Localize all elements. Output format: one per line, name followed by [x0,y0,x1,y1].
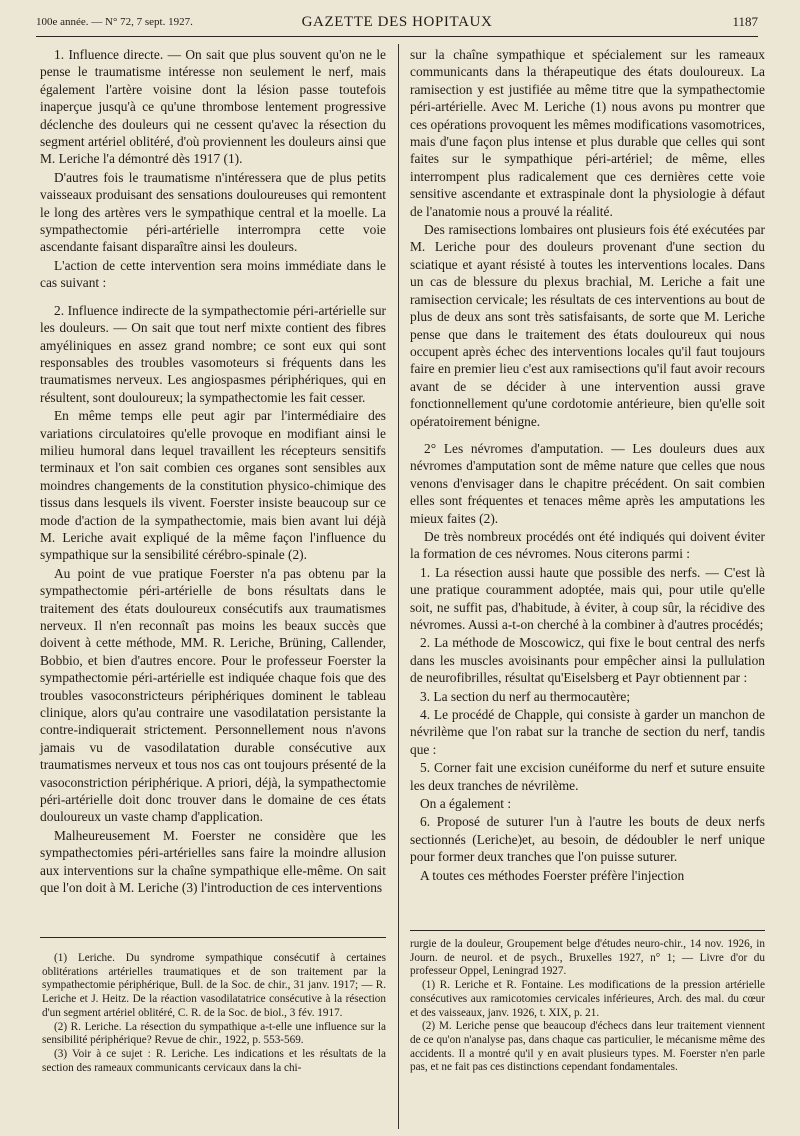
section-heading-paragraph: 2° Les névromes d'amputation. — Les douleurs dues aux névromes d'amputation sont de même nature que celles que nous venons d'envisager dans le chapitre précédent. On sait combien elles sont fréquentes et tenaces même après les amputations les mieux faites (2). [410,440,765,526]
paragraph: 2. Influence indirecte de la sympathectomie péri-artérielle sur les douleurs. — On sait que tout nerf mixte contient des fibres amyéliniques en assez grand nombre; ce sont eux qui sont responsables des troubles vasomoteurs si fréquents dans les traumatismes nerveux. Les angiospasmes périphériques, qui en résultent, sont douloureux; la sympathectomie les fait cesser. [40,302,386,405]
right-column [410,46,765,884]
list-item: 6. Proposé de suturer l'un à l'autre les bouts de deux nerfs sectionnés (Leriche)et, au besoin, de dédoubler le nerf unique pour former deux tranches que l'on puisse suturer. [410,814,765,865]
paragraph: Au point de vue pratique Foerster n'a pas obtenu par la sympathectomie péri-artérielle de bons résultats dans le traitement des états douloureux consécutifs aux traumatismes nerveux. Il n'en reconnaît pas moins les beaux succès que doivent à cette méthode, MM. R. Leriche, Brüning, Callender, Bobbio, et bien d'autres encore. Pour le professeur Foerster la sympathectomie péri-artérielle est indiquée chaque fois que des troubles vasoconstricteurs périphériques dominent le tableau clinique, alors qu'au contraire une vasodilatation persistante la contre-indiquerait strictement. Personnellement nous n'avons jamais vu de vasodilatation durable consécutive aux traumatismes nerveux et tous nos cas ont toujours présenté de la vasoconstriction périphérique. A priori, déjà, la sympathectomie péri-artérielle doit donc trouver dans le domaine de ces états douloureux un vaste champ d'application. [40,565,386,825]
footnote: (1) Leriche. Du syndrome sympathique consécutif à certaines oblitérations artérielles traumatiques et de son traitement par la sympathectomie périphérique, Bull. de la Soc. de chir., 31 janv. 1917; — R. Leriche et J. Heitz. De la réaction vasodilatatrice consécutive à la résection d'un segment artériel oblitéré, C. R. de la Soc. de biol., 3 fév. 1917. [42,952,386,1019]
list-item: 4. Le procédé de Chapple, qui consiste à garder un manchon de névrilème que l'on rabat sur la tranche de section du nerf, tandis que : [410,707,765,757]
list-item: 5. Corner fait une excision cunéiforme du nerf et suture ensuite les deux tranches de névrilème. [410,760,765,793]
paragraph: sur la chaîne sympathique et spécialement sur les rameaux communicants dans la thérapeutique des états douloureux. La ramisection y est justifiée au même titre que la sympathectomie péri-artérielle. Avec M. Leriche (1) nous avons pu montrer que ces opérations provoquent les mêmes modifications vasomotrices, mais d'une façon plus intense et plus durable que celles qui sont faites sur le sympathique péri-artériel; de même, elles interrompent plus radicalement que ces dernières cette voie sensitive ascendante et extraspinale dont la physiologie à défaut de l'anatomie nous a prouvé la réalité. [410,47,765,219]
footnote: (3) Voir à ce sujet : R. Leriche. Les indications et les résultats de la section des rameaux communicants cervicaux dans la chi- [42,1047,386,1074]
footnote-rule [40,937,386,938]
right-footnotes [410,938,765,1075]
footnote: (2) M. Leriche pense que beaucoup d'échecs dans leur traitement viennent de ce qu'on n'analyse pas, dans chaque cas particulier, le mécanisme même des accidents. Il a montré qu'il y en avait plusieurs types. M. Foerster n'en parle pas, et ne fait pas ces distinctions cependant fondamentales. [410,1020,765,1074]
footnote: rurgie de la douleur, Groupement belge d'études neuro-chir., 14 nov. 1926, in Journ. de neurol. et de psych., Bruxelles 1927, n° 1; — Livre d'or du professeur Oppel, Leningrad 1927. [410,938,765,978]
paragraph: Malheureusement M. Foerster ne considère que les sympathectomies péri-artérielles sans faire la moindre allusion aux interventions sur la chaîne sympathique elle-même. On sait que l'on doit à M. Leriche (3) l'introduction de ces interventions [40,827,386,896]
page-number: 1187 [732,14,758,29]
paragraph: A toutes ces méthodes Foerster préfère l'injection [420,867,685,883]
paragraph: D'autres fois le traumatisme n'intéressera que de plus petits vaisseaux produisant des sensations douloureuses qui remontent le long des artères vers le sympathique central et la moelle. La sympathectomie péri-artérielle interrompra cette voie ascendante faisant disparaître ainsi les douleurs. [40,169,386,255]
header-rule [36,36,758,37]
paragraph: On a également : [420,796,512,812]
footnote-rule [410,930,765,931]
page-header [36,8,758,38]
issue-info: 100e année. — N° 72, 7 sept. 1927. [36,16,193,28]
paragraph: 1. Influence directe. — On sait que plus souvent qu'on ne le pense le traumatisme intéresse non seulement le nerf, mais également l'artère voisine dont la lésion passe toutefois inaperçue jusqu'à ce qu'une thrombose lentement progressive déclenche des douleurs qui ne cessent qu'avec la résection du segment artériel oblitéré, d'où proviennent les douleurs ainsi que M. Leriche l'a démontré dès 1917 (1). [40,47,386,167]
column-divider [398,44,399,1129]
left-footnotes [42,952,386,1075]
left-column [40,46,386,897]
footnote: (1) R. Leriche et R. Fontaine. Les modifications de la pression artérielle consécutives aux ramicotomies cervicales inférieures, Arch. des mal. du cœur et des vaisseaux, janv. 1926, t. XIX, p. 21. [410,979,765,1019]
paragraph: En même temps elle peut agir par l'intermédiaire des variations circulatoires qu'elle provoque en modifiant ainsi le milieu humoral dans lequel travaillent les récepteurs sensitifs terminaux et l'on sait combien ces organes sont sensibles aux moindres changements de la constitution physico-chimique des tissus dans lesquels ils vivent. Foerster insiste beaucoup sur ce mode d'action de la sympathectomie, mais bien avant lui déjà M. Leriche avait expliqué de la même façon l'influence du sympathique sur la sensibilité cérébro-spinale (2). [40,408,386,563]
footnote: (2) R. Leriche. La résection du sympathique a-t-elle une influence sur la sensibilité périphérique? Revue de chir., 1922, p. 553-569. [42,1020,386,1047]
list-item: 3. La section du nerf au thermocautère; [420,688,631,704]
paragraph: De très nombreux procédés ont été indiqués qui doivent éviter la formation de ces névromes. Nous citerons parmi : [410,528,765,562]
list-item: 1. La résection aussi haute que possible des nerfs. — C'est là une pratique couramment adoptée, mais qui, pour utile qu'elle soit, ne suffit pas, d'habitude, à éviter, à coup sûr, la récidive des névromes. Aussi a-t-on cherché à la combiner à d'autres procédés; [410,564,765,632]
paragraph: Des ramisections lombaires ont plusieurs fois été exécutées par M. Leriche pour des douleurs provenant d'une section du sciatique et ayant résisté à toutes les interventions locales. Dans un cas de blessure du plexus brachial, M. Leriche a fait une ramisection cervicale; les résultats de ces interventions au bout de plus de deux ans sont très satisfaisants, de sorte que M. Leriche pense que dans le traitement des états douloureux qui nous occupent après échec des interventions locales qu'il faut toujours faire en premier lieu c'est aux ramisections qu'il faut avoir recours avant de se décider à une intervention aussi grave fonctionnellement qu'une cordotomie antérieure, bien qu'elle soit opératoirement bénigne. [410,222,765,429]
paragraph: L'action de cette intervention sera moins immédiate dans le cas suivant : [40,257,386,291]
journal-title: GAZETTE DES HOPITAUX [301,14,493,30]
list-item: 2. La méthode de Moscowicz, qui fixe le bout central des nerfs dans les muscles avoisinants pour empêcher ainsi la pullulation de neurofibrilles, résultat qu'Eiselsberg et Payr obtiennent par : [410,635,765,686]
